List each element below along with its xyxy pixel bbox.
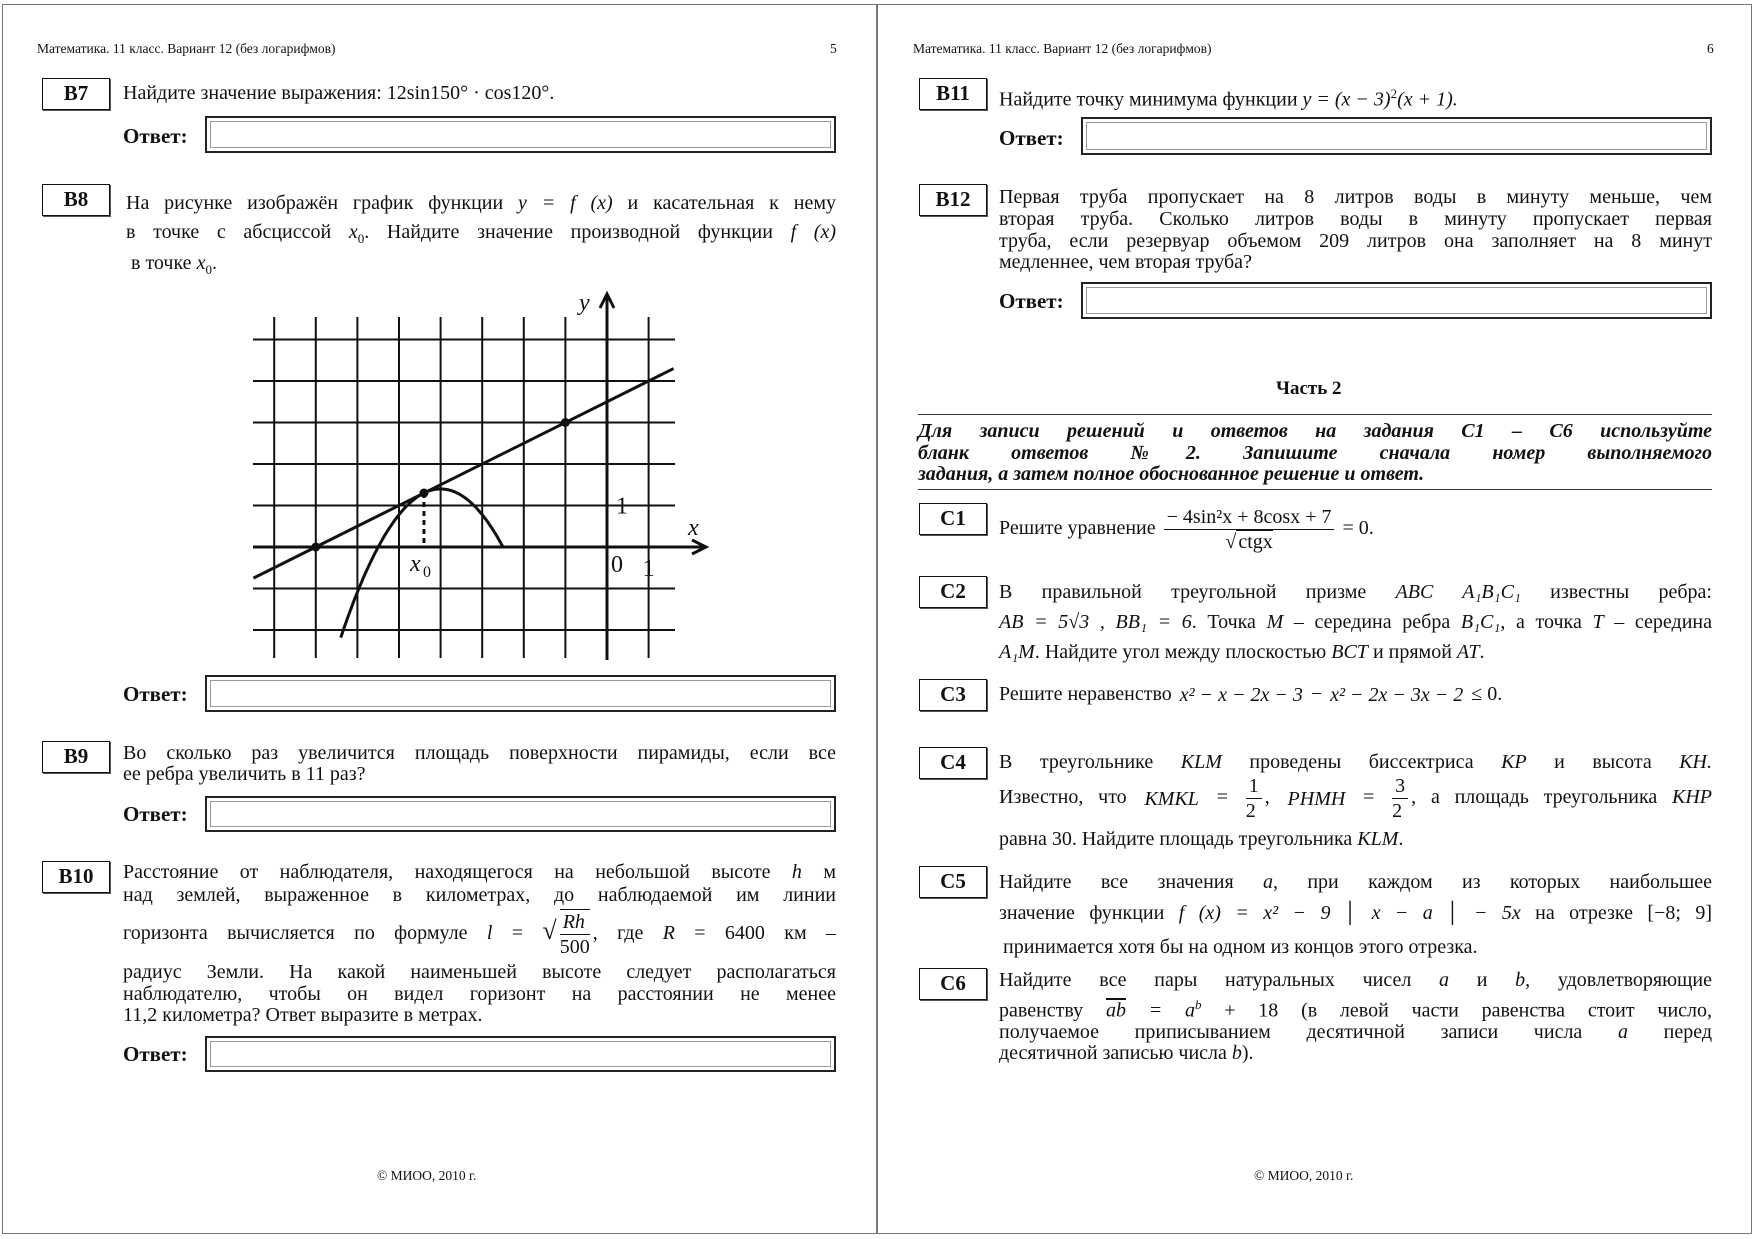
task-text-c4-line1: В треугольнике KLM проведены биссектриса KP и высота KH. [999, 751, 1712, 773]
part2-instructions-line1: Для записи решений и ответов на задания С1 – С6 используйте [918, 420, 1712, 442]
task-text-c1: Решите уравнение $\frac{\text{− 4sin²x + 8cosx + 7}}{\text{√ ctgx}}$ = 0. [999, 506, 1374, 553]
task-text-b12-line3: труба, если резервуар объемом 209 литров она заполняет на 8 минут [999, 230, 1712, 252]
task-number-c1: C1 [919, 503, 987, 535]
task-text-c6-line1: Найдите все пары натуральных чисел a и b, удовлетворяющие [999, 969, 1713, 991]
task-text-b10-line2: над землей, выраженное в километрах, до наблюдаемой им линии [123, 884, 836, 906]
answer-field-b8[interactable] [205, 675, 836, 712]
page-number: 6 [1707, 41, 1714, 56]
task-number-c2: C2 [919, 576, 987, 608]
answer-label: Ответ: [123, 124, 188, 148]
part2-title: Часть 2 [1276, 378, 1342, 399]
part2-instructions-line3: задания, а затем полное обоснованное решение и ответ. [918, 463, 1425, 485]
task-text-b10-line5: наблюдателю, чтобы он видел горизонт на расстоянии не менее [123, 983, 836, 1005]
task-number-b9: B9 [42, 741, 110, 773]
task-number-c3: C3 [919, 679, 987, 711]
task-text-c6-line2: равенству $\overline{ab} = a^b + 18$ (в левой части равенства стоит число, [999, 997, 1712, 1022]
page-number: 5 [830, 41, 837, 56]
task-text-c2-line3: A₁M. Найдите угол между плоскостью BCT и прямой AT. [999, 641, 1485, 663]
page-header: Математика. 11 класс. Вариант 12 (без логарифмов) [913, 41, 1212, 56]
task-text-b11: Найдите точку минимума функции $y = (x - 3)^2(x + 1)$. [999, 86, 1458, 111]
task-number-c6: C6 [919, 968, 987, 1000]
function-graph [0, 0, 877, 700]
divider [918, 414, 1712, 415]
task-number-b10: B10 [42, 861, 110, 893]
task-number-c4: C4 [919, 747, 987, 779]
task-text-b8-line3: в точке $x_0$. [131, 252, 217, 277]
task-number-c5: C5 [919, 866, 987, 898]
task-text-b12-line2: вторая труба. Сколько литров воды в минуту пропускает первая [999, 208, 1712, 230]
task-text-c6-line3: получаемое приписыванием десятичной записи числа a перед [999, 1021, 1712, 1043]
tangent-point [419, 489, 428, 498]
tangent-marked-point [561, 418, 570, 427]
x-unit-label: 1 [642, 556, 655, 582]
answer-field-b10[interactable] [205, 1036, 836, 1072]
answer-field-b11[interactable] [1081, 117, 1712, 155]
task-text-b9-line1: Во сколько раз увеличится площадь поверхности пирамиды, если все [123, 742, 836, 764]
x-axis-label: x [688, 515, 699, 541]
x0-label: x [409, 551, 421, 577]
task-text-c5-line3: принимается хотя бы на одном из концов этого отрезка. [1003, 936, 1478, 958]
task-text-c2-line2: AB = 5√3 , BB₁ = 6. Точка M – середина ребра B₁C₁, а точка T – середина [999, 611, 1713, 633]
y-axis-label: y [579, 290, 590, 316]
x0-subscript: 0 [422, 564, 431, 581]
answer-field-b9[interactable] [205, 796, 836, 832]
part2-instructions-line2: бланк ответов №2. Запишите сначала номер выполняемого [918, 442, 1712, 464]
answer-label: Ответ: [123, 682, 188, 706]
y-unit-label: 1 [616, 493, 628, 520]
task-text-b10-line1: Расстояние от наблюдателя, находящегося на небольшой высоте h м [123, 861, 836, 883]
task-text-b10-line6: 11,2 километра? Ответ выразите в метрах. [123, 1004, 483, 1026]
answer-label: Ответ: [999, 126, 1064, 150]
answer-label: Ответ: [123, 802, 188, 826]
footer: © МИОО, 2010 г. [1254, 1168, 1354, 1183]
answer-label: Ответ: [999, 289, 1064, 313]
page-header: Математика. 11 класс. Вариант 12 (без логарифмов) [37, 41, 336, 56]
task-text-b12-line4: медленнее, чем вторая труба? [999, 251, 1252, 273]
tangent-marked-point [311, 543, 320, 552]
task-text-b8-line1: На рисунке изображён график функции y = f (x) и касательная к нему [126, 192, 836, 214]
divider [918, 489, 1712, 490]
task-number-b12: B12 [919, 184, 987, 216]
task-text-c5-line2: значение функции f (x) = x² − 9 │ x − a │ − 5x на отрезке [−8; 9] [999, 902, 1712, 924]
task-text-b12-line1: Первая труба пропускает на 8 литров воды в минуту меньше, чем [999, 186, 1712, 208]
task-text-c3: Решите неравенство x² − x − 2x − 3 − x² − 2x − 3x − 2 ≤ 0. [999, 683, 1503, 707]
task-text-b9-line2: ее ребра увеличить в 11 раз? [123, 763, 366, 785]
task-text-b10-line4: радиус Земли. На какой наименьшей высоте следует располагаться [123, 961, 836, 983]
task-text-c5-line1: Найдите все значения a, при каждом из которых наибольшее [999, 871, 1712, 893]
answer-field-b12[interactable] [1081, 282, 1712, 319]
task-number-b7: B7 [42, 78, 110, 110]
footer: © МИОО, 2010 г. [377, 1168, 477, 1183]
function-curve [341, 489, 503, 638]
answer-label: Ответ: [123, 1042, 188, 1066]
task-text-b10-line3: горизонта вычисляется по формуле l = √ $\frac{Rh}{500}$ , где R = 6400 км – [123, 911, 837, 959]
origin-label: 0 [611, 552, 623, 578]
task-text-c4-line3: равна 30. Найдите площадь треугольника KLM. [999, 828, 1404, 850]
task-number-b8: B8 [42, 184, 110, 216]
task-number-b11: B11 [919, 78, 987, 110]
task-text-b7: Найдите значение выражения: 12sin150° · cos120°. [123, 82, 555, 104]
task-text-c6-line4: десятичной записью числа b). [999, 1042, 1254, 1064]
task-text-c4-line2: Известно, что KMKL = $\frac{1}{2}$ , PHMH = $\frac{3}{2}$ , а площадь треугольника KHP [999, 775, 1713, 822]
task-text-b8-line2: в точке с абсциссой $x_0$. Найдите значение производной функции f (x) [126, 221, 836, 246]
task-text-c2-line1: В правильной треугольной призме ABC A₁B₁C₁ известны ребра: [999, 581, 1712, 603]
